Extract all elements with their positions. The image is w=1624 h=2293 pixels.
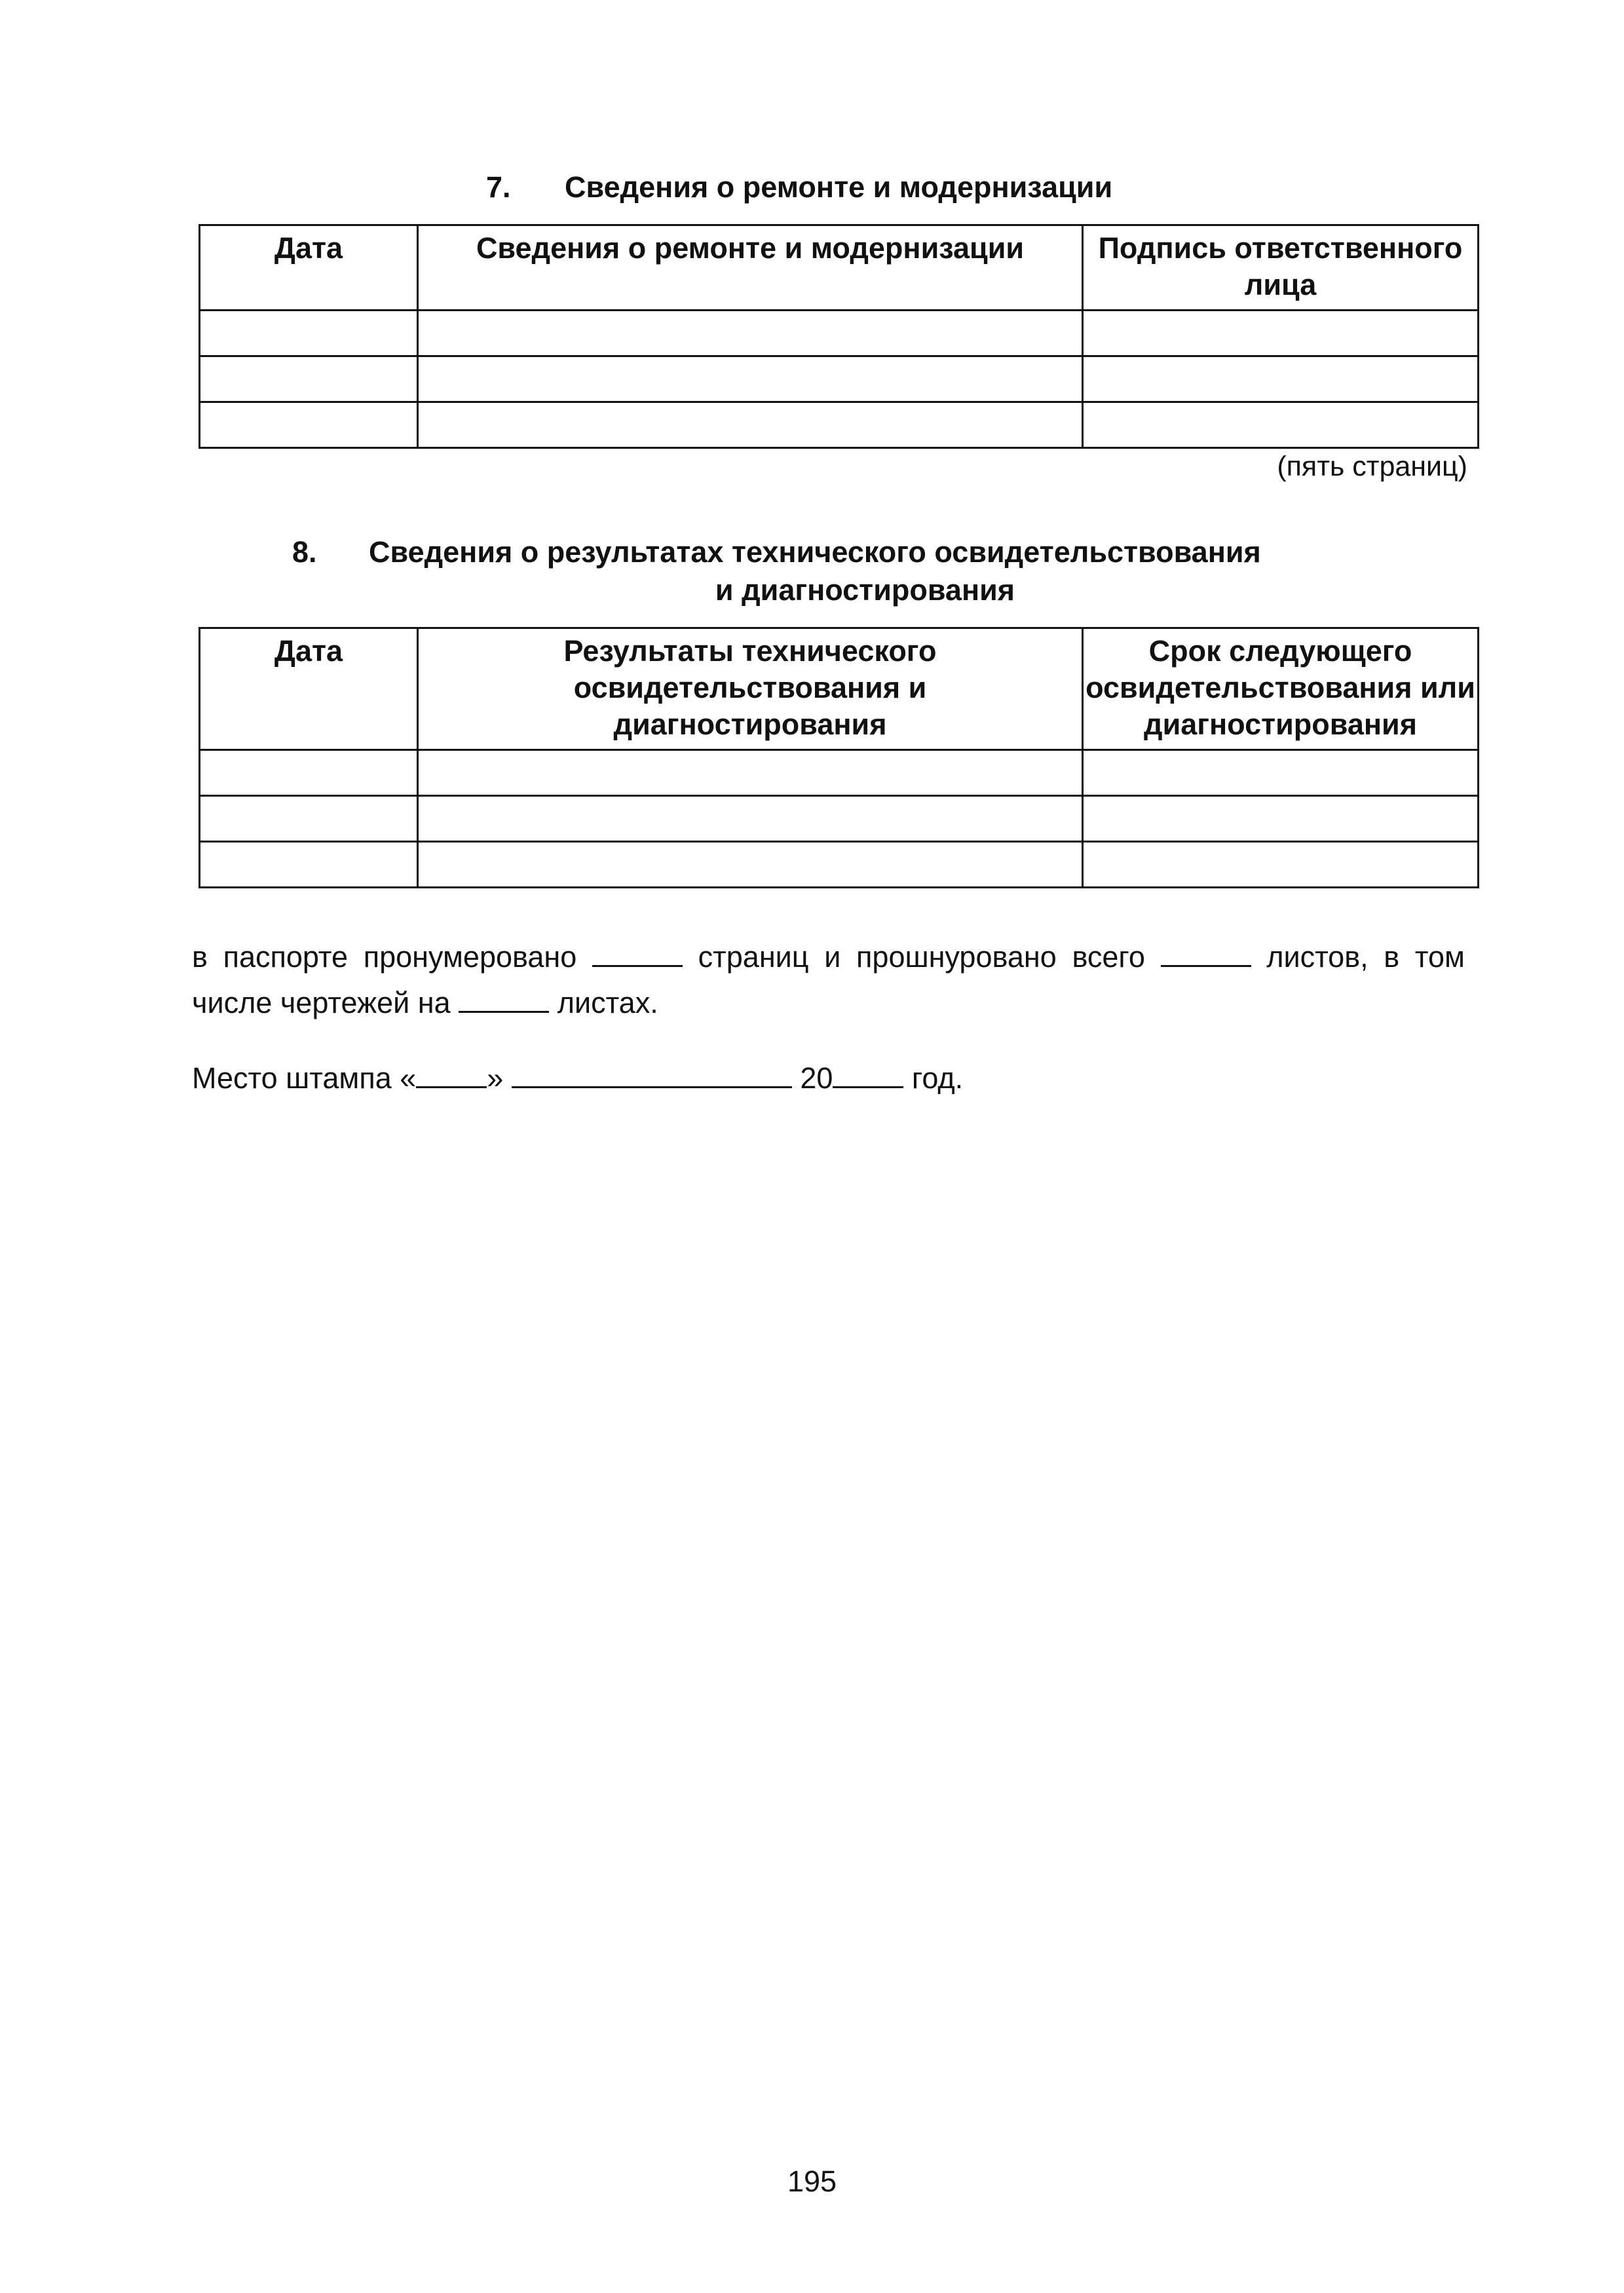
passport-text-2: страниц и прошнуровано всего	[698, 940, 1145, 974]
section-7-title	[0, 169, 1624, 208]
inspection-table	[198, 627, 1479, 888]
inspection-cell-next-date[interactable]	[1083, 842, 1479, 888]
day-blank[interactable]	[416, 1059, 487, 1088]
stamp-text-4: год.	[911, 1061, 964, 1095]
passport-text-1: в паспорте пронумеровано	[192, 940, 577, 974]
passport-text-3: листов, в том числе чертежей на	[192, 940, 1465, 1019]
drawings-blank[interactable]	[459, 983, 549, 1013]
pages-note: (пять страниц)	[1277, 451, 1467, 482]
table-row	[200, 356, 1479, 402]
page-number: 195	[787, 2165, 837, 2198]
inspection-cell-results[interactable]	[418, 750, 1083, 796]
repair-cell-date[interactable]	[200, 356, 418, 402]
month-blank[interactable]	[512, 1059, 792, 1088]
inspection-cell-date[interactable]	[200, 796, 418, 842]
inspection-col-results: Результаты технического освидетельствования и диагностирования	[418, 628, 1083, 750]
stamp-text-3: 20	[800, 1061, 833, 1095]
year-blank[interactable]	[833, 1059, 903, 1088]
repair-cell-date[interactable]	[200, 311, 418, 356]
table-row	[200, 842, 1479, 888]
table-row	[200, 796, 1479, 842]
repair-col-date: Дата	[200, 225, 418, 311]
inspection-cell-results[interactable]	[418, 842, 1083, 888]
repair-cell-signature[interactable]	[1083, 402, 1479, 448]
inspection-cell-next-date[interactable]	[1083, 750, 1479, 796]
section-7-number: 7.	[486, 170, 511, 204]
repair-table-header	[200, 225, 1479, 311]
table-row	[200, 402, 1479, 448]
table-row	[200, 750, 1479, 796]
repair-col-info: Сведения о ремонте и модернизации	[418, 225, 1083, 311]
stamp-line	[192, 1055, 1465, 1101]
stamp-text-2: »	[487, 1061, 504, 1095]
numbered-pages-blank[interactable]	[592, 938, 683, 967]
passport-paragraph	[192, 934, 1465, 1026]
inspection-cell-next-date[interactable]	[1083, 796, 1479, 842]
repair-table	[198, 224, 1479, 449]
repair-col-signature: Подпись ответственного лица	[1083, 225, 1479, 311]
inspection-table-header	[200, 628, 1479, 750]
inspection-col-date: Дата	[200, 628, 418, 750]
table-row	[200, 311, 1479, 356]
inspection-cell-date[interactable]	[200, 750, 418, 796]
section-7-heading: Сведения о ремонте и модернизации	[565, 170, 1113, 204]
inspection-cell-date[interactable]	[200, 842, 418, 888]
section-8-heading-line1: Сведения о результатах технического освидетельствования	[369, 535, 1261, 569]
repair-cell-signature[interactable]	[1083, 311, 1479, 356]
passport-text-4: листах.	[557, 986, 658, 1019]
repair-cell-info[interactable]	[418, 311, 1083, 356]
stamp-text-1: Место штампа «	[192, 1061, 417, 1095]
repair-cell-info[interactable]	[418, 356, 1083, 402]
laced-sheets-blank[interactable]	[1161, 938, 1251, 967]
inspection-cell-results[interactable]	[418, 796, 1083, 842]
repair-cell-signature[interactable]	[1083, 356, 1479, 402]
section-8-heading-line2: и диагностирования	[715, 573, 1015, 607]
section-8-number: 8.	[292, 535, 317, 569]
repair-cell-date[interactable]	[200, 402, 418, 448]
section-8-title	[0, 534, 1624, 613]
inspection-col-next-date: Срок следующего освидетельствования или диагностирования	[1083, 628, 1479, 750]
repair-cell-info[interactable]	[418, 402, 1083, 448]
